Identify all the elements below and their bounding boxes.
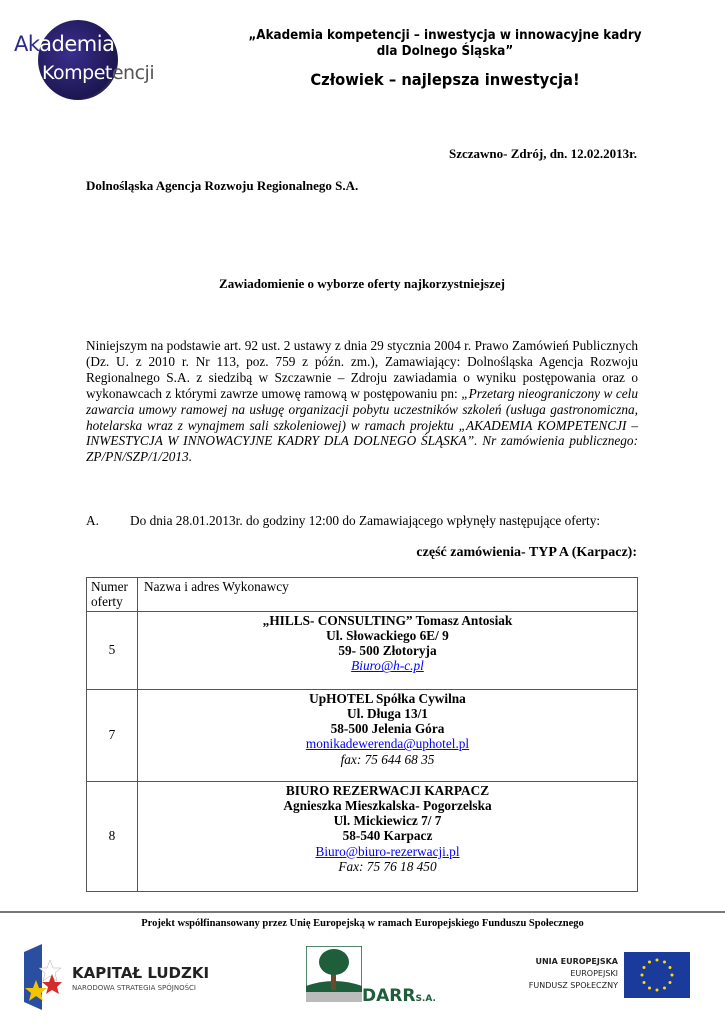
stars-icon	[22, 942, 62, 1012]
cofinancing-note: Projekt współfinansowany przez Unię Europejską w ramach Europejskiego Funduszu Społecznego	[141, 918, 584, 929]
eu-flag-icon	[624, 952, 690, 998]
eu-star-icon	[648, 961, 651, 964]
subject: Zawiadomienie o wyborze oferty najkorzystniejszej	[219, 276, 505, 291]
eu-logo: UNIA EUROPEJSKA EUROPEJSKI FUNDUSZ SPOŁECZNY	[520, 952, 700, 1002]
eu-star-icon	[641, 974, 644, 977]
tree-icon	[306, 946, 362, 1002]
eu-star-icon	[663, 986, 666, 989]
email-link[interactable]: Biuro@biuro-rezerwacji.pl	[315, 843, 460, 859]
table-row: 5 „HILLS- CONSULTING” Tomasz Antosiak Ul. Słowackiego 6E/ 9 59- 500 Złotoryja Biuro@h-c.pl	[87, 611, 638, 689]
akademia-kompetencji-logo: Akademia Kompetencji	[14, 18, 164, 103]
kapital-ludzki-logo: KAPITAŁ LUDZKI NARODOWA STRATEGIA SPÓJNOŚCI	[22, 942, 242, 1014]
eu-star-icon	[671, 974, 674, 977]
footer-divider	[0, 911, 725, 913]
point-a: A. Do dnia 28.01.2013r. do godziny 12:00 do Zamawiającego wpłynęły następujące oferty:	[86, 513, 601, 528]
eu-star-icon	[668, 981, 671, 984]
eu-star-icon	[663, 961, 666, 964]
place-date: Szczawno- Zdrój, dn. 12.02.2013r.	[448, 146, 637, 161]
addressee: Dolnośląska Agencja Rozwoju Regionalnego S.A.	[86, 178, 359, 193]
table-header: Numer oferty Nazwa i adres Wykonawcy	[87, 578, 638, 612]
email-link[interactable]: monikadewerenda@uphotel.pl	[305, 736, 470, 752]
motto: Człowiek – najlepsza inwestycja!	[310, 70, 580, 89]
eu-star-icon	[643, 966, 646, 969]
project-title: „Akademia kompetencji – inwestycja w innowacyjne kadry dla Dolnego Śląska”	[248, 28, 642, 59]
eu-star-icon	[648, 986, 651, 989]
eu-star-icon	[656, 989, 659, 992]
eu-star-icon	[643, 981, 646, 984]
email-link[interactable]: Biuro@h-c.pl	[351, 658, 424, 674]
table-row: 7 UpHOTEL Spółka Cywilna Ul. Długa 13/1 58-500 Jelenia Góra monikadewerenda@uphotel.pl fax: 75 644 68 35	[87, 689, 638, 781]
darr-logo: DARRS.A.	[306, 946, 436, 1016]
table-row: 8 BIURO REZERWACJI KARPACZ Agnieszka Mieszkalska- Pogorzelska Ul. Mickiewicz 7/ 7 58-540 Karpacz Biuro@biuro-rezerwacji.pl Fax: 75 76 18 450	[87, 781, 638, 891]
body-paragraph: Niniejszym na podstawie art. 92 ust. 2 ustawy z dnia 29 stycznia 2004 r. Prawo Zamówień Publicznych (Dz. U. z 2010 r. Nr 113, poz. 759 z późn. zm.), Zamawiający: Dolnośląska Agencja Rozwoju Regionalnego S.A. z siedzibą w Szczawnie – Zdroju zawiadamia o wyniku postępowania oraz o wykonawcach z którymi zawrze umowę ramową w postępowaniu pn: „Przetarg nieograniczony w celu zawarcia umowy ramowej na usługę organizacji pobytu uczestników szkoleń (usługa gastronomiczna, hotelarska wraz z wynajmem sali szkoleniowej) w ramach projektu „AKADEMIA KOMPETENCJI – INWESTYCJA W INNOWACYJNE KADRY DLA DOLNEGO ŚLĄSKA”. Nr zamówienia publicznego: ZP/PN/SZP/1/2013.	[86, 338, 638, 465]
offers-table	[86, 577, 638, 892]
eu-star-icon	[656, 959, 659, 962]
eu-star-icon	[668, 966, 671, 969]
part-title: część zamówienia- TYP A (Karpacz):	[416, 545, 637, 560]
